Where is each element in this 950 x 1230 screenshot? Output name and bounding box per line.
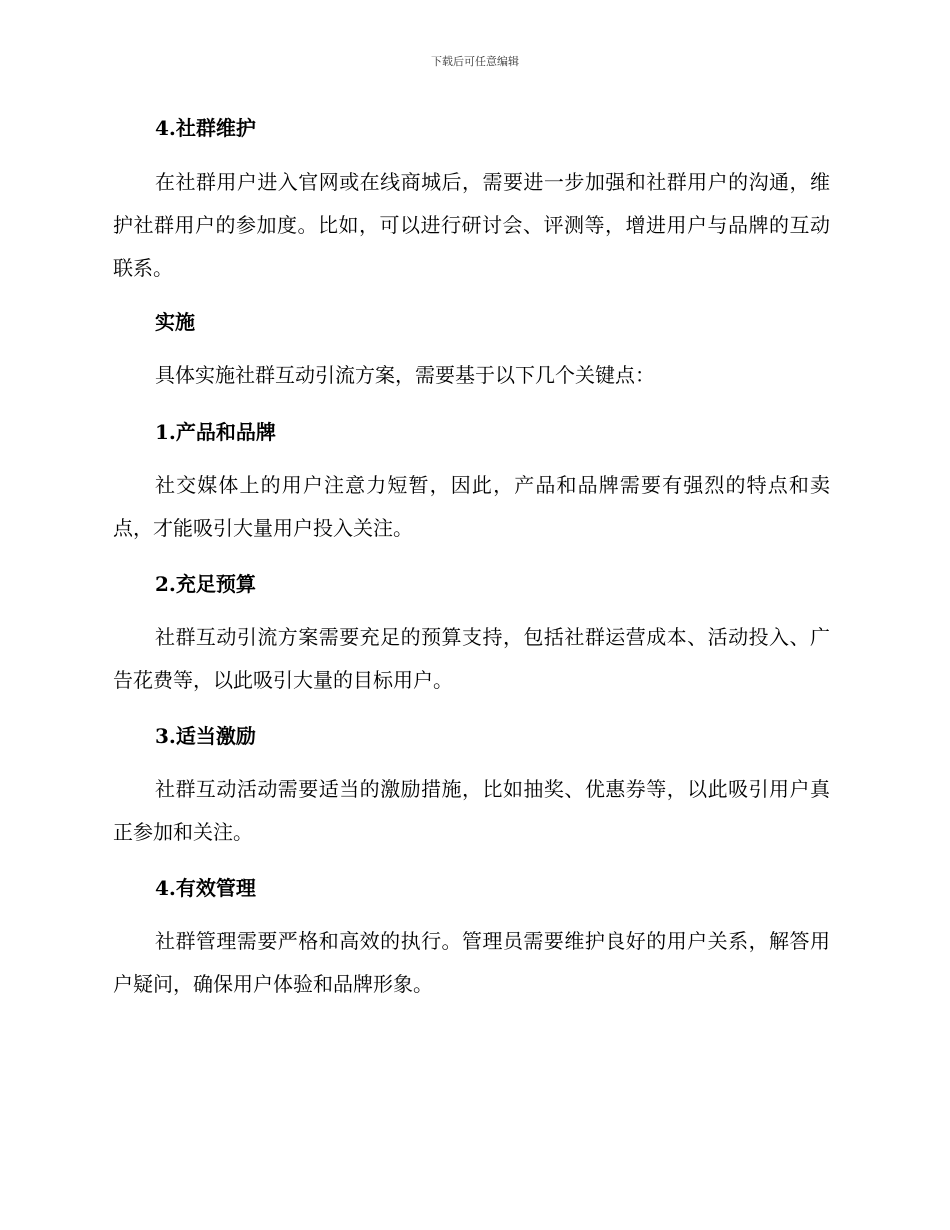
section-heading-implementation: 实施 [155, 310, 195, 334]
section-heading-incentives: 3.适当激励 [155, 724, 256, 748]
section-heading-community-maintenance: 4.社群维护 [155, 116, 256, 140]
section-body-product-brand: 社交媒体上的用户注意力短暂，因此，产品和品牌需要有强烈的特点和卖点，才能吸引大量用户投入关注。 [113, 473, 830, 540]
header-note: 下载后可任意编辑 [431, 55, 519, 68]
section-heading-management: 4.有效管理 [155, 876, 256, 900]
section-body-budget: 社群互动引流方案需要充足的预算支持，包括社群运营成本、活动投入、广告花费等，以此吸引大量的目标用户。 [113, 625, 830, 692]
section-body-management: 社群管理需要严格和高效的执行。管理员需要维护良好的用户关系，解答用户疑问，确保用户体验和品牌形象。 [113, 929, 830, 996]
section-body-community-maintenance: 在社群用户进入官网或在线商城后，需要进一步加强和社群用户的沟通，维护社群用户的参加度。比如，可以进行研讨会、评测等，增进用户与品牌的互动联系。 [113, 170, 830, 280]
section-body-incentives: 社群互动活动需要适当的激励措施，比如抽奖、优惠券等，以此吸引用户真正参加和关注。 [113, 777, 830, 844]
section-heading-budget: 2.充足预算 [155, 572, 256, 596]
section-heading-product-brand: 1.产品和品牌 [155, 420, 276, 444]
section-body-implementation: 具体实施社群互动引流方案，需要基于以下几个关键点： [155, 363, 655, 387]
